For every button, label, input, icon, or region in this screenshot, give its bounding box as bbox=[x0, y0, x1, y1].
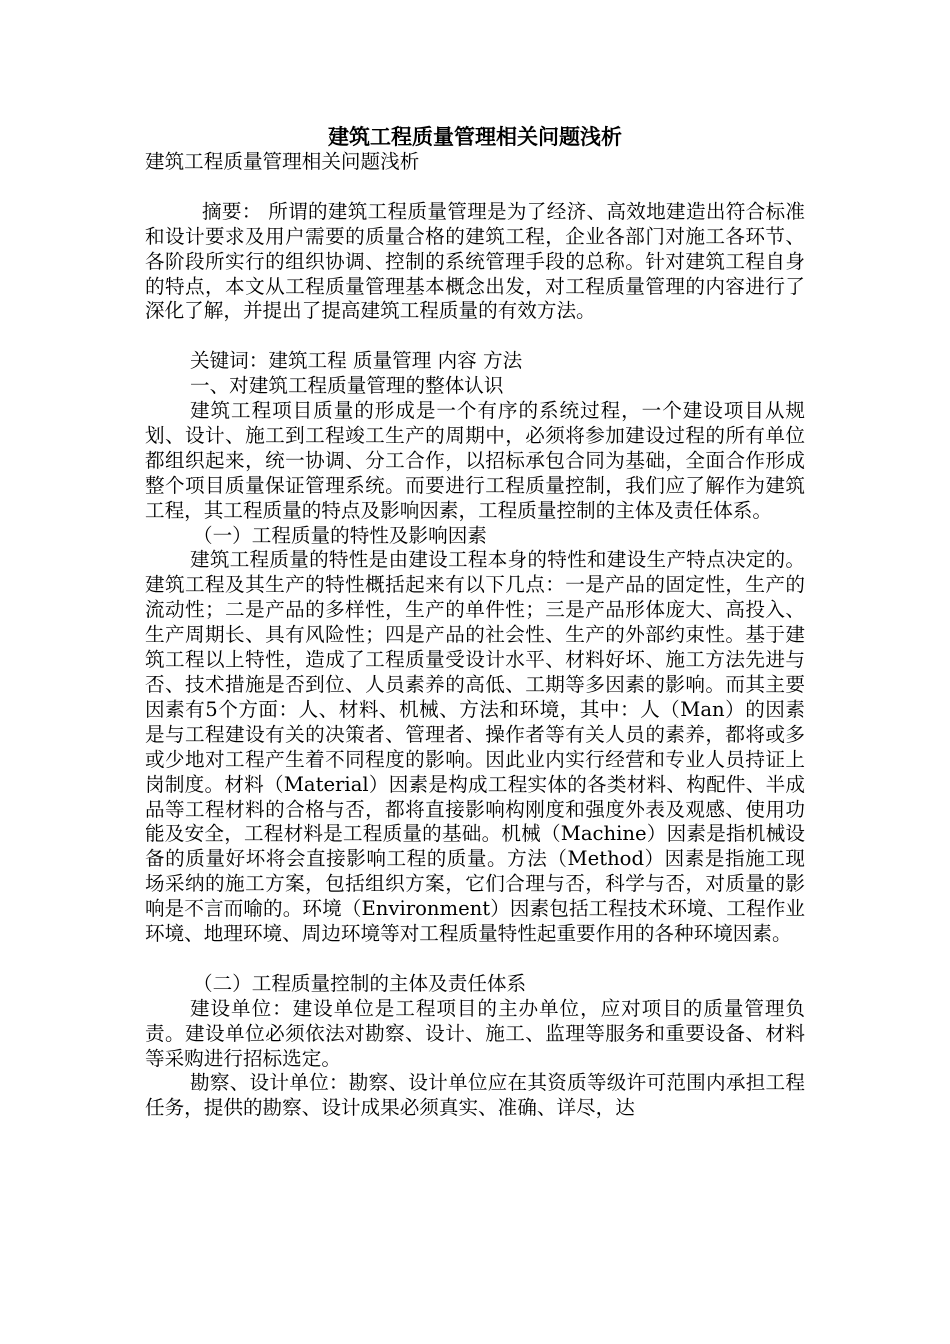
spacer bbox=[145, 324, 805, 349]
section-heading: 一、对建筑工程质量管理的整体认识 bbox=[190, 374, 504, 398]
body-paragraph: 建筑工程项目质量的形成是一个有序的系统过程，一个建设项目从规划、设计、施工到工程竣工生产的周期中，必须将参加建设过程的所有单位都组织起来，统一协调、分工合作，以招标承包合同为基础，全面合作形成整个项目质量保证管理系统。而要进行工程质量控制，我们应了解作为建筑工程，其工程质量的特点及影响因素，工程质量控制的主体及责任体系。 bbox=[145, 399, 805, 522]
document-subtitle: 建筑工程质量管理相关问题浅析 bbox=[145, 150, 420, 173]
spacer bbox=[145, 947, 805, 972]
subsection-heading: （二）工程质量控制的主体及责任体系 bbox=[193, 971, 527, 995]
subsection-heading: （一）工程质量的特性及影响因素 bbox=[193, 523, 487, 547]
keywords-line: 关键词：建筑工程 质量管理 内容 方法 bbox=[190, 349, 523, 373]
document-body bbox=[145, 150, 805, 1121]
body-paragraph: 建筑工程质量的特性是由建设工程本身的特性和建设生产特点决定的。建筑工程及其生产的特性概括起来有以下几点：一是产品的固定性，生产的流动性；二是产品的多样性，生产的单件性；三是产品形体庞大、高投入、生产周期长、具有风险性；四是产品的社会性、生产的外部约束性。基于建筑工程以上特性，造成了工程质量受设计水平、材料好坏、施工方法先进与否、技术措施是否到位、人员素养的高低、工期等多因素的影响。而其主要因素有5个方面：人、材料、机械、方法和环境，其中：人（Man）的因素是与工程建设有关的决策者、管理者、操作者等有关人员的素养，都将或多或少地对工程产生着不同程度的影响。因此业内实行经营和专业人员持证上岗制度。材料（Material）因素是构成工程实体的各类材料、构配件、半成品等工程材料的合格与否，都将直接影响构刚度和强度外表及观感、使用功能及安全，工程材料是工程质量的基础。机械（Machine）因素是指机械设备的质量好坏将会直接影响工程的质量。方法（Method）因素是指施工现场采纳的施工方案，包括组织方案，它们合理与否，科学与否，对质量的影响是不言而喻的。环境（Environment）因素包括工程技术环境、工程作业环境、地理环境、周边环境等对工程质量特性起重要作用的各种环境因素。 bbox=[145, 548, 805, 946]
spacer bbox=[145, 175, 805, 200]
body-paragraph: 建设单位：建设单位是工程项目的主办单位，应对项目的质量管理负责。建设单位必须依法对勘察、设计、施工、监理等服务和重要设备、材料等采购进行招标选定。 bbox=[145, 996, 805, 1070]
body-paragraph: 勘察、设计单位：勘察、设计单位应在其资质等级许可范围内承担工程任务，提供的勘察、设计成果必须真实、准确、详尽，达 bbox=[145, 1071, 805, 1120]
document-title: 建筑工程质量管理相关问题浅析 bbox=[328, 124, 622, 149]
abstract-paragraph: 摘要： 所谓的建筑工程质量管理是为了经济、高效地建造出符合标准和设计要求及用户需要的质量合格的建筑工程，企业各部门对施工各环节、各阶段所实行的组织协调、控制的系统管理手段的总称。针对建筑工程自身的特点，本文从工程质量管理基本概念出发，对工程质量管理的内容进行了深化了解，并提出了提高建筑工程质量的有效方法。 bbox=[145, 199, 805, 323]
